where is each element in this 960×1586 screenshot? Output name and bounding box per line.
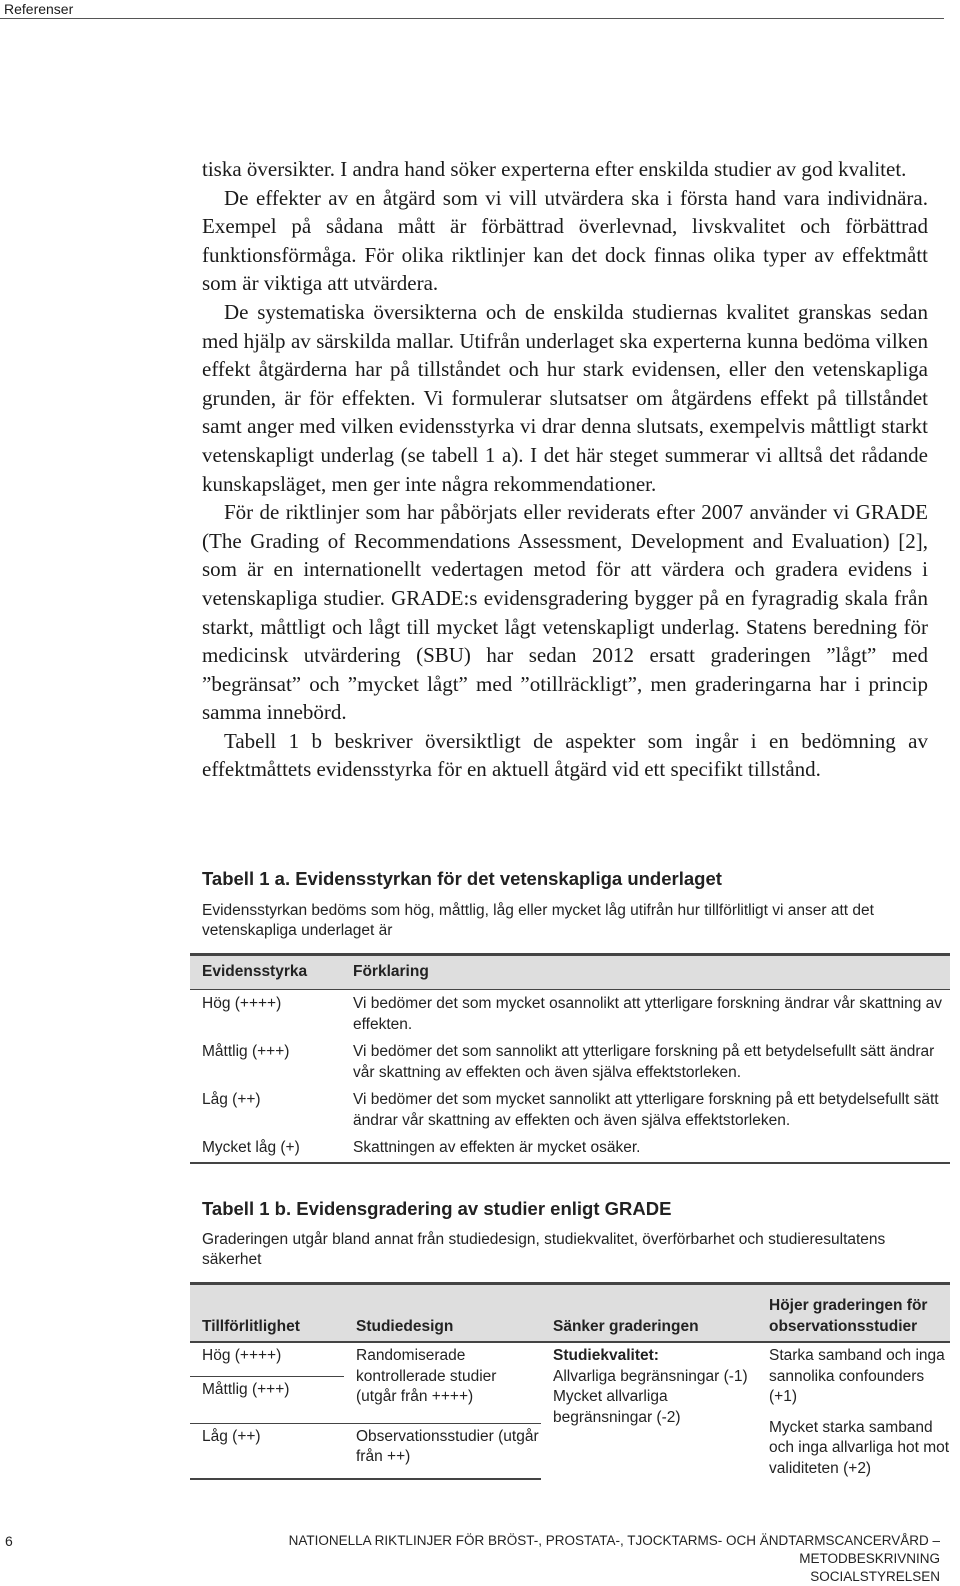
page-number: 6: [5, 1533, 13, 1549]
table-1a-subcaption: Evidensstyrkan bedöms som hög, måttlig, låg eller mycket låg utifrån hur tillförlitligt vi anser att det vetenskapliga underlaget är: [202, 902, 874, 939]
table-1a-header-forklaring: Förklaring: [353, 955, 950, 990]
explanation-cell: Vi bedömer det som mycket sannolikt att ytterligare forskning på ett betydelsefullt sätt ändrar vår skattning av effekten och även själva effektstorleken.: [353, 1091, 939, 1129]
running-header: Referenser: [0, 0, 944, 19]
table-row: [190, 1342, 950, 1376]
table-1a-header-evidensstyrka: Evidensstyrka: [190, 955, 353, 990]
header-studiedesign: Studiedesign: [344, 1284, 541, 1343]
explanation-cell: Vi bedömer det som mycket osannolikt att ytterligare forskning ändrar vår skattning av effekten.: [353, 995, 942, 1033]
running-footer-publisher: SOCIALSTYRELSEN: [810, 1569, 940, 1584]
raise-item: Starka samband och inga sannolika confounders (+1): [769, 1347, 945, 1405]
level-cell: Måttlig (+++): [202, 1043, 290, 1060]
lower-label: Studiekvalitet:: [553, 1347, 659, 1364]
table-row: [190, 1086, 950, 1134]
table-row: [190, 990, 950, 1039]
table-1a-caption: Tabell 1 a. Evidensstyrkan för det vetenskapliga underlaget: [202, 868, 722, 889]
level-cell: Låg (++): [202, 1091, 261, 1108]
paragraph-2: De effekter av en åtgärd som vi vill utvärdera ska i första hand vara individnära. Exempel på sådana mått är förbättrad överlevnad, livskvalitet och förbättrad funktionsförmåga. För olika riktlinjer kan det dock finnas olika typer av effektmått som är viktiga att utvärdera.: [202, 185, 928, 296]
lower-cell: [541, 1342, 757, 1479]
level-cell: Hög (++++): [190, 1342, 344, 1376]
running-footer-title: NATIONELLA RIKTLINJER FÖR BRÖST-, PROSTATA-, TJOCKTARMS- OCH ÄNDTARMSCANCERVÅRD – METODBESKRIVNING: [288, 1533, 940, 1566]
paragraph-4: För de riktlinjer som har påbörjats eller reviderats efter 2007 använder vi GRADE (The Grading of Recommendations Assessment, Development and Evaluation) [2], som är en internationellt vedertagen metod för att värdera och gradera evidens i vetenskapliga studier. GRADE:s evidensgradering bygger på en fyragradig skala från starkt, måttligt och lågt till mycket lågt vetenskapligt underlag. Statens beredning för medicinsk utvärdering (SBU) har sedan 2012 ersatt graderingen ”lågt” med ”begränsat” och ”mycket lågt” med ”otillräckligt”, men graderingarna har i princip samma innebörd.: [202, 500, 928, 725]
table-row: [190, 1038, 950, 1086]
table-1a-header-row: [190, 955, 950, 990]
lower-item: Mycket allvarliga begränsningar (-2): [553, 1388, 681, 1426]
raise-cell: [757, 1342, 950, 1479]
header-tillforlitlighet: Tillförlitlighet: [190, 1284, 344, 1343]
design-cell: Observationsstudier (utgår från ++): [344, 1423, 541, 1479]
raise-item: Mycket starka samband och inga allvarliga hot mot validiteten (+2): [769, 1418, 950, 1477]
paragraph-5: Tabell 1 b beskriver översiktligt de aspekter som ingår i en bedömning av effektmåttets evidensstyrka för en aktuell åtgärd vid ett specifikt tillstånd.: [202, 728, 928, 782]
lower-item: Allvarliga begränsningar (-1): [553, 1367, 748, 1385]
header-sanker: Sänker graderingen: [541, 1284, 757, 1343]
level-cell: Låg (++): [190, 1423, 344, 1479]
table-1b-header-row: [190, 1284, 950, 1343]
level-cell: Måttlig (+++): [190, 1376, 344, 1423]
paragraph-3: De systematiska översikterna och de enskilda studiernas kvalitet granskas sedan med hjälp av särskilda mallar. Utifrån underlaget ska experterna kunna bedöma vilken effekt åtgärderna har på tillståndet och hur stark evidensen, eller den vetenskapliga grunden, är för effekten. Vi formulerar slutsatser om åtgärdens effekt på tillståndet samt anger med vilken evidensstyrka vi drar denna slutsats, exempelvis måttligt starkt vetenskapligt underlag (se tabell 1 a). I det här steget summerar vi alltså det rådande kunskapsläget, men ger inte några rekommendationer.: [202, 299, 928, 496]
level-cell: Hög (++++): [202, 995, 282, 1012]
header-hojer: Höjer graderingen för observationsstudier: [757, 1284, 950, 1343]
table-row: [190, 1134, 950, 1163]
table-1b: [190, 1282, 950, 1480]
body-text: [202, 155, 928, 784]
design-cell: Randomiserade kontrollerade studier (utgår från ++++): [344, 1342, 541, 1423]
explanation-cell: Vi bedömer det som sannolikt att ytterligare forskning på ett betydelsefullt sätt ändrar vår skattning av effekten och även själva effektstorleken.: [353, 1043, 935, 1081]
paragraph-1: tiska översikter. I andra hand söker experterna efter enskilda studier av god kvalitet.: [202, 157, 907, 181]
table-1a: [190, 953, 950, 1164]
level-cell: Mycket låg (+): [202, 1139, 300, 1156]
running-footer: [160, 1532, 940, 1586]
explanation-cell: Skattningen av effekten är mycket osäker.: [353, 1139, 641, 1156]
table-1b-caption: Tabell 1 b. Evidensgradering av studier enligt GRADE: [202, 1198, 672, 1219]
table-1b-subcaption: Graderingen utgår bland annat från studiedesign, studiekvalitet, överförbarhet och studieresultatens säkerhet: [202, 1231, 886, 1268]
